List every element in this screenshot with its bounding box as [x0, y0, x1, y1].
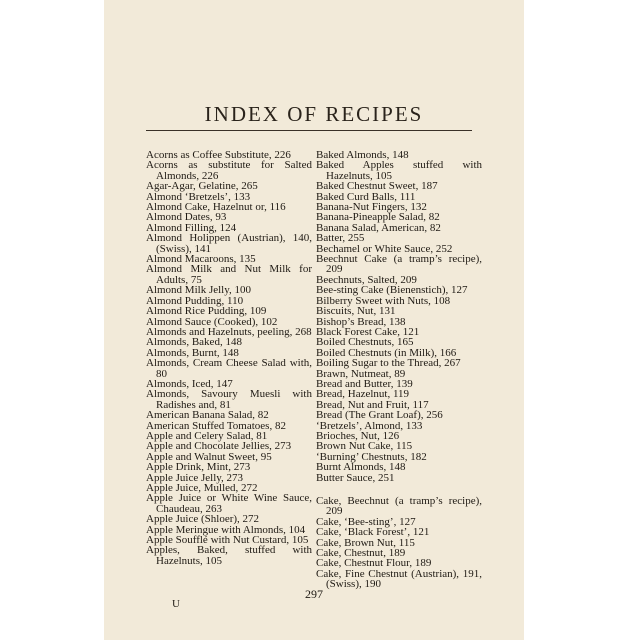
- index-entry: Banana-Pineapple Salad, 82: [316, 211, 440, 224]
- index-entry: Apples, Baked, stuffed with Hazelnuts, 105: [146, 544, 312, 567]
- index-entry: Baked Curd Balls, 111: [316, 190, 416, 203]
- index-entry: Black Forest Cake, 121: [316, 325, 420, 338]
- index-entry: Bilberry Sweet with Nuts, 108: [316, 294, 451, 307]
- page-title: INDEX OF RECIPES: [204, 102, 424, 126]
- index-entry: Agar-Agar, Gelatine, 265: [146, 180, 258, 193]
- index-entry: Almond Sauce (Cooked), 102: [146, 315, 278, 328]
- index-entry: Apple and Celery Salad, 81: [146, 429, 268, 442]
- index-entry: ‘Bretzels’, Almond, 133: [316, 419, 423, 432]
- index-entry: Bishop’s Bread, 138: [316, 315, 406, 328]
- index-entry: Baked Apples stuffed with Hazelnuts, 105: [316, 159, 482, 182]
- index-entry: Almonds, Baked, 148: [146, 336, 242, 349]
- index-entry: Apple Drink, Mint, 273: [146, 461, 251, 474]
- index-entry: Almonds, Cream Cheese Salad with, 80: [146, 357, 312, 380]
- index-entry: Cake, ‘Bee-sting’, 127: [316, 515, 416, 528]
- index-entry: Cake, Chestnut Flour, 189: [316, 557, 432, 570]
- index-entry: Almonds, Savoury Muesli with Radishes and, 81: [146, 388, 312, 411]
- index-entry: Boiled Chestnuts (in Milk), 166: [316, 346, 457, 359]
- index-entry: Almonds and Hazelnuts, peeling, 268: [146, 325, 312, 338]
- index-entry: Bread (The Grant Loaf), 256: [316, 409, 443, 422]
- index-entry: Almond Holippen (Austrian), 140, (Swiss), 141: [146, 232, 312, 255]
- index-entry: Almond Milk Jelly, 100: [146, 284, 252, 297]
- index-group-b: [316, 150, 482, 483]
- index-entry: Biscuits, Nut, 131: [316, 305, 396, 318]
- page-number: 297: [305, 587, 323, 601]
- index-entry: Boiling Sugar to the Thread, 267: [316, 357, 461, 370]
- index-entry: Cake, Chestnut, 189: [316, 547, 406, 560]
- index-entry: Almond ‘Bretzels’, 133: [146, 190, 251, 203]
- index-entry: Bee-sting Cake (Bienenstich), 127: [316, 284, 468, 297]
- index-entry: Cake, Brown Nut, 115: [316, 536, 415, 549]
- index-entry: Bread, Hazelnut, 119: [316, 388, 410, 401]
- index-entry: Acorns as Coffee Substitute, 226: [146, 149, 291, 161]
- index-entry: Beechnuts, Salted, 209: [316, 273, 417, 286]
- index-entry: Apple and Walnut Sweet, 95: [146, 450, 272, 463]
- title-rule: [146, 130, 472, 131]
- index-entry: Banana Salad, American, 82: [316, 221, 441, 234]
- book-page: [104, 0, 524, 640]
- index-entry: Apple Juice, Mulled, 272: [146, 482, 258, 494]
- index-entry: Apple Juice Jelly, 273: [146, 471, 244, 484]
- index-column-left: [146, 150, 312, 566]
- index-entry: Batter, 255: [316, 232, 365, 245]
- index-entry: Beechnut Cake (a tramp’s recipe), 209: [316, 253, 482, 276]
- index-entry: American Stuffed Tomatoes, 82: [146, 419, 286, 432]
- index-entry: Apple Juice (Shloer), 272: [146, 513, 260, 526]
- index-entry: American Banana Salad, 82: [146, 409, 269, 422]
- index-entry: Apple Soufflé with Nut Custard, 105: [146, 534, 309, 547]
- index-entry: Bechamel or White Sauce, 252: [316, 242, 453, 255]
- index-entry: Cake, Beechnut (a tramp’s recipe), 209: [316, 495, 482, 518]
- index-entry: Almond Macaroons, 135: [146, 253, 256, 266]
- index-entry: Butter Sauce, 251: [316, 471, 395, 484]
- index-entry: Apple Meringue with Almonds, 104: [146, 523, 306, 536]
- index-entry: Brown Nut Cake, 115: [316, 440, 413, 453]
- index-entry: Almond Filling, 124: [146, 221, 237, 234]
- index-entry: Almond Dates, 93: [146, 211, 227, 224]
- index-entry: Banana-Nut Fingers, 132: [316, 201, 427, 214]
- index-entry: Almond Pudding, 110: [146, 294, 244, 307]
- index-entry: Boiled Chestnuts, 165: [316, 336, 414, 349]
- index-entry: ‘Burning’ Chestnuts, 182: [316, 450, 427, 463]
- index-entry: Brawn, Nutmeat, 89: [316, 367, 406, 380]
- index-entry: Bread, Nut and Fruit, 117: [316, 398, 429, 411]
- index-entry: Almonds, Iced, 147: [146, 377, 233, 390]
- index-entry: Apple Juice or White Wine Sauce, Chaudeau, 263: [146, 492, 312, 515]
- index-column-right: [316, 150, 482, 590]
- index-entry: Cake, Fine Chestnut (Austrian), 191, (Swiss), 190: [316, 567, 482, 591]
- index-entry: Acorns as substitute for Salted Almonds, 226: [146, 159, 312, 182]
- signature-mark: U: [172, 598, 180, 610]
- index-entry: Baked Almonds, 148: [316, 149, 409, 161]
- index-entry: Almond Milk and Nut Milk for Adults, 75: [146, 263, 312, 286]
- index-group-c: [316, 496, 482, 590]
- index-entry: Bread and Butter, 139: [316, 377, 413, 390]
- index-entry: Baked Chestnut Sweet, 187: [316, 180, 438, 193]
- index-entry: Burnt Almonds, 148: [316, 461, 406, 474]
- index-entry: Almond Rice Pudding, 109: [146, 305, 267, 318]
- index-entry: Brioches, Nut, 126: [316, 429, 400, 442]
- index-entry: Almonds, Burnt, 148: [146, 346, 239, 359]
- index-entry: Cake, ‘Black Forest’, 121: [316, 526, 430, 539]
- index-entry: Almond Cake, Hazelnut or, 116: [146, 201, 286, 214]
- index-entry: Apple and Chocolate Jellies, 273: [146, 440, 292, 453]
